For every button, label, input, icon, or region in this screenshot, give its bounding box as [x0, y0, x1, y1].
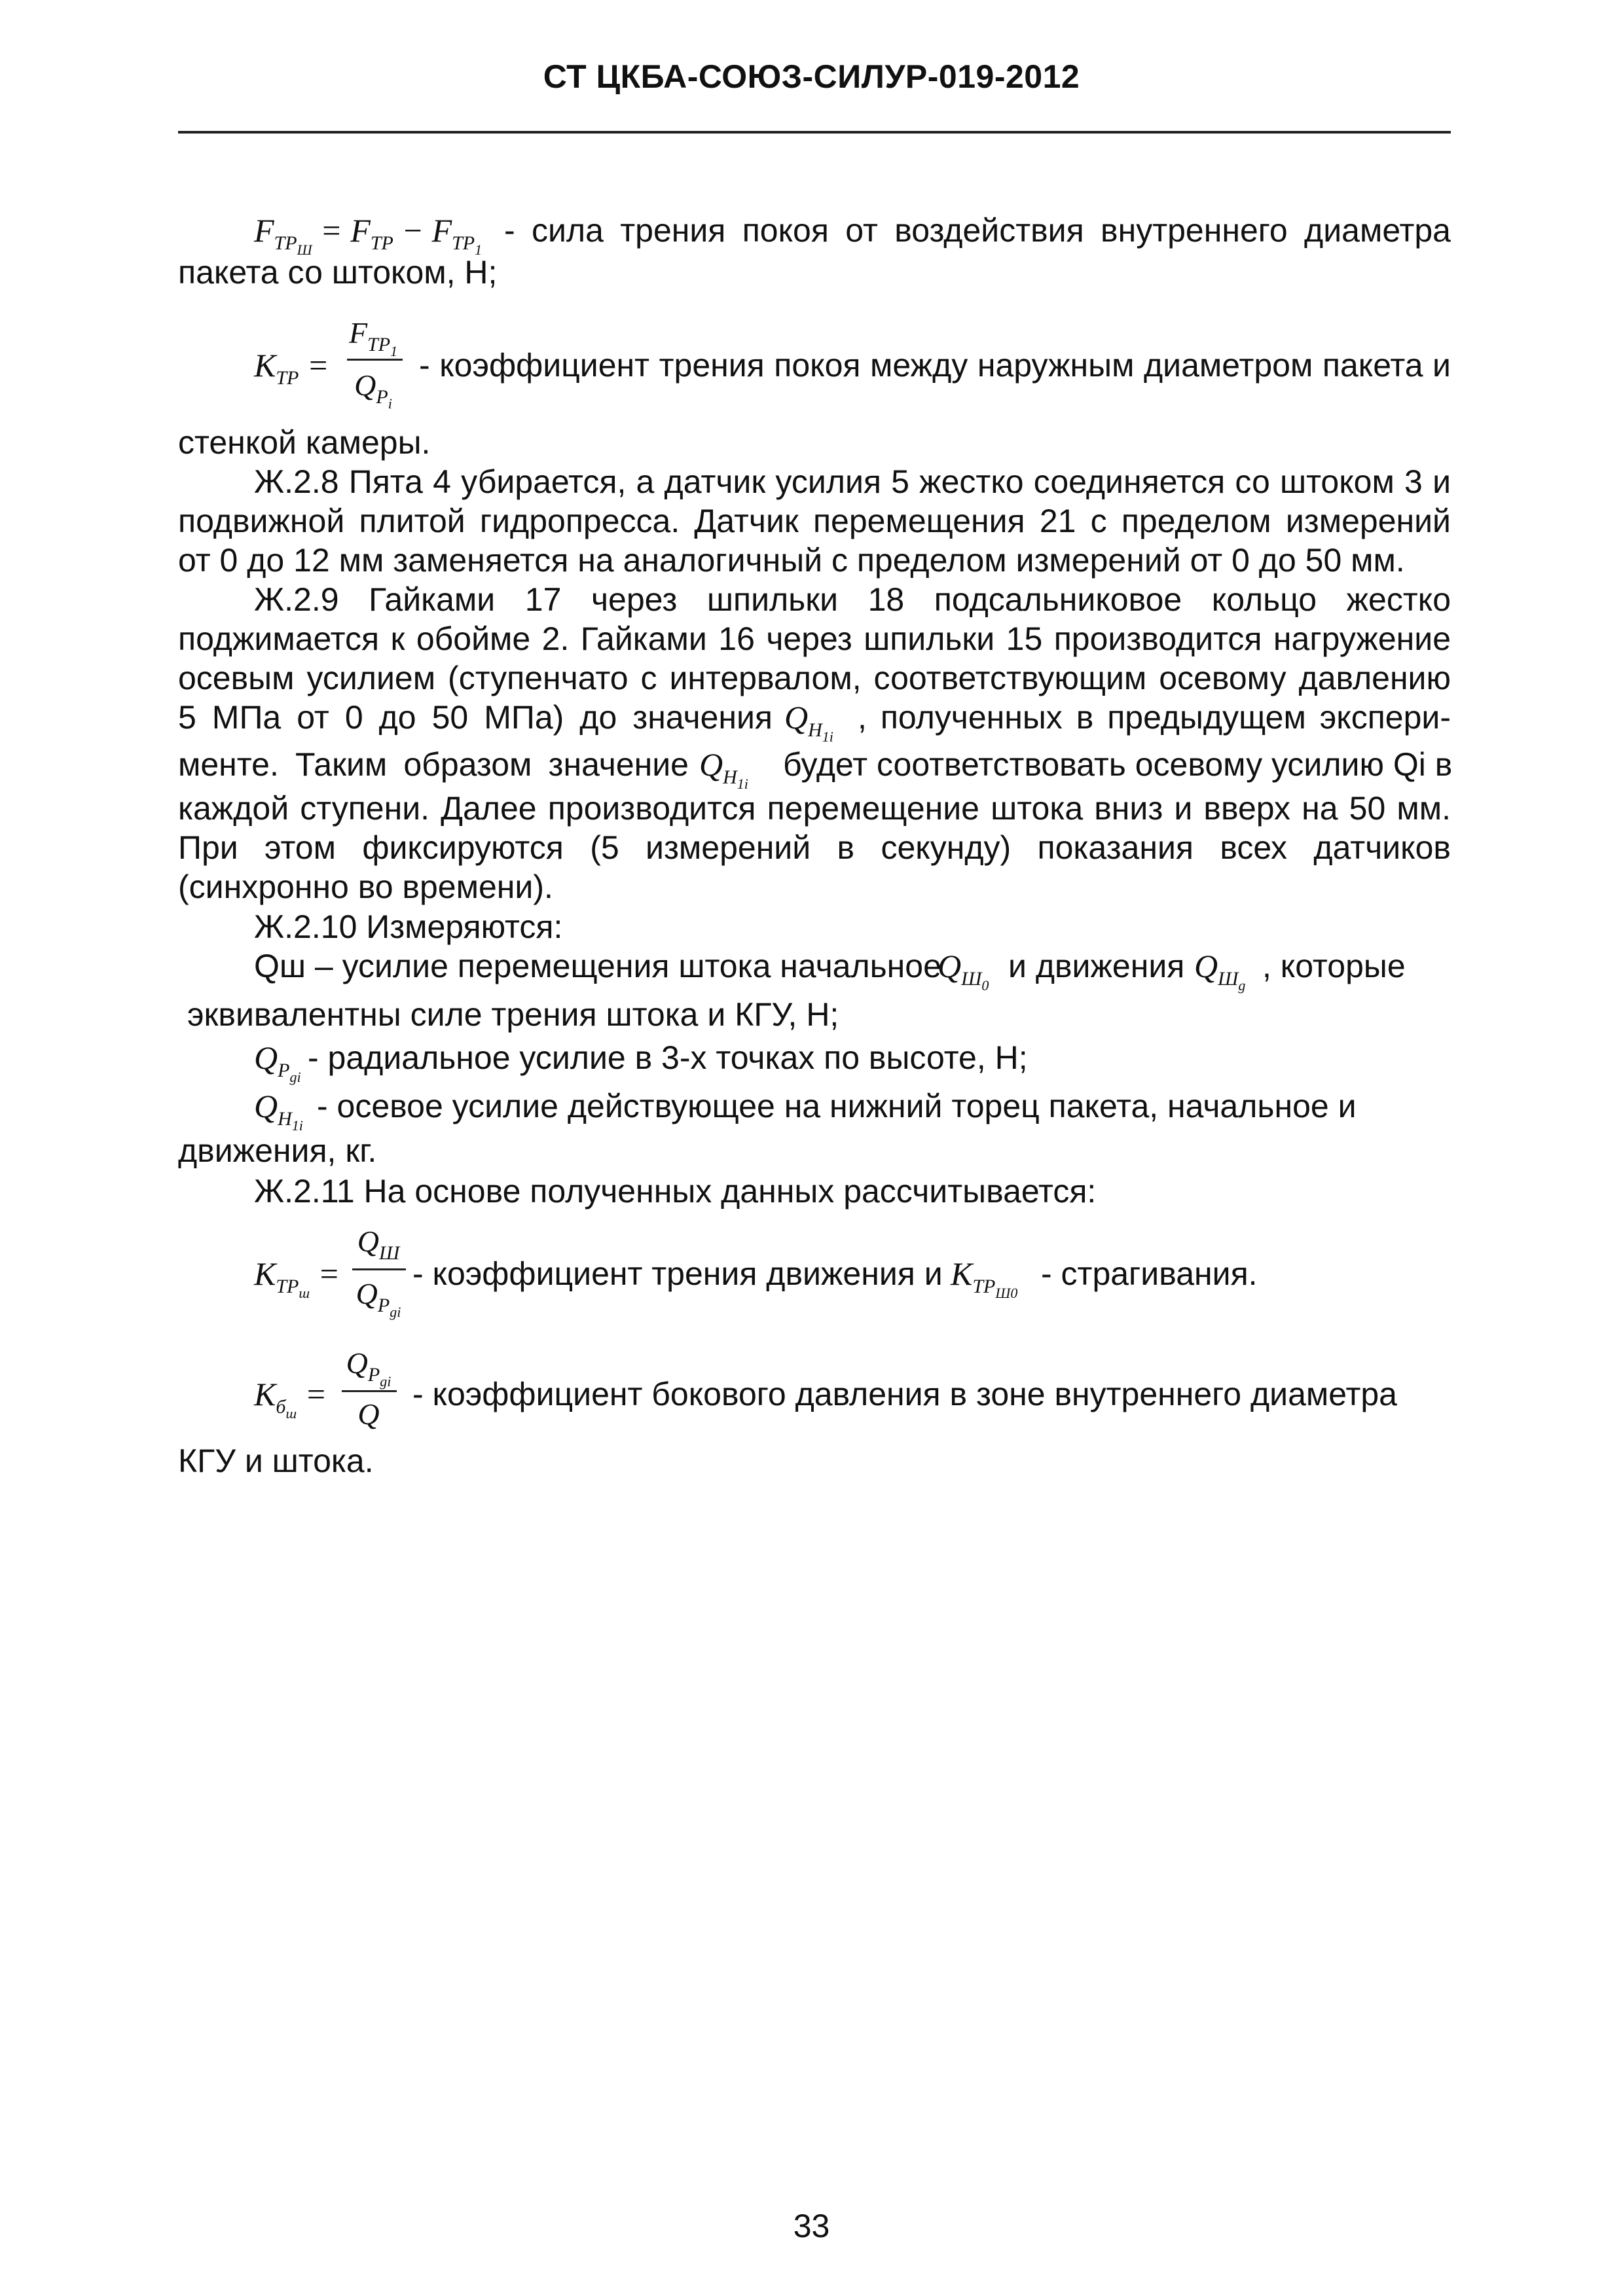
fraction-denominator: Q: [357, 1397, 380, 1431]
page-number: 33: [793, 2208, 830, 2244]
text-line: от 0 до 12 мм заменяется на аналогичный с пределом измерений от 0 до 50 мм.: [178, 542, 1405, 579]
text-line: 5 МПа от 0 до 50 МПа) до значения: [178, 699, 773, 736]
text-line: , полученных в предыдущем экспери-: [858, 699, 1451, 736]
text-line: каждой ступени. Далее производится перемещение штока вниз и вверх на 50 мм.: [178, 790, 1451, 827]
formula-q-h1i: $Q_{H_{1i}}$: [254, 1088, 303, 1134]
text-line: (синхронно во времени).: [178, 869, 553, 905]
formula-k-tp-sh0: $K_{TP_{Ш0}}$: [951, 1255, 1018, 1301]
fraction-numerator: $Q_{P_{gi}}$: [346, 1346, 392, 1390]
text-line: подвижной плитой гидропресса. Датчик перемещения 21 с пределом измерений: [178, 503, 1451, 539]
formula-k-b-sh: $K_{б_ш}$ =: [254, 1376, 327, 1422]
formula-q-h: $Q_{H_{1i}}$: [699, 746, 748, 792]
text-line: движения, кг.: [178, 1132, 377, 1169]
header-divider: [178, 131, 1451, 134]
fraction-denominator: $Q_{P_i}$: [354, 368, 392, 412]
text-line: стенкой камеры.: [178, 424, 431, 461]
formula-q-h: $Q_{H_{1i}}$: [784, 699, 833, 745]
fraction-bar: [342, 1390, 397, 1392]
text-line: поджимается к обойме 2. Гайками 16 через шпильки 15 производится нагружение: [178, 620, 1451, 657]
text-line: - сила трения покоя от воздействия внутреннего диаметра: [504, 212, 1451, 249]
fraction-numerator: $Q_Ш$: [357, 1225, 400, 1264]
fraction-numerator: $F_{TP_1}$: [348, 316, 398, 359]
text-line: пакета со штоком, Н;: [178, 254, 498, 291]
text-line: - коэффициент бокового давления в зоне внутреннего диаметра: [412, 1376, 1397, 1412]
text-line: , которые: [1262, 948, 1406, 984]
text-line: эквивалентны силе трения штока и КГУ, Н;: [187, 996, 839, 1033]
formula-k-tp: $K_{TP}$ =: [254, 347, 329, 389]
formula-q-pgi: $Q_{P_{gi}}$: [254, 1039, 301, 1085]
text-line: КГУ и штока.: [178, 1443, 374, 1479]
formula-q-sh-0: $Q_{Ш_0}$: [938, 948, 989, 994]
text-line: - радиальное усилие в 3-х точках по высоте, Н;: [308, 1039, 1028, 1076]
text-line: менте. Таким образом значение: [178, 746, 689, 783]
text-line: осевым усилием (ступенчато с интервалом, соответствующим осевому давлению: [178, 660, 1451, 696]
formula-k-tp-sh: $K_{TP_ш}$ =: [254, 1255, 340, 1301]
text-line: При этом фиксируются (5 измерений в секунду) показания всех датчиков: [178, 829, 1451, 866]
text-line: и движения: [1008, 948, 1185, 984]
text-line: - коэффициент трения покоя между наружным диаметром пакета и: [419, 347, 1451, 384]
fraction-bar: [352, 1268, 406, 1270]
paragraph-zh-2-11: Ж.2.11 На основе полученных данных рассчитывается:: [254, 1173, 1097, 1210]
text-line: - коэффициент трения движения и: [412, 1255, 943, 1292]
text-line: будет соответствовать осевому усилию Qi в: [783, 746, 1453, 783]
formula-q-sh-g: $Q_{Ш_g}$: [1194, 948, 1246, 994]
paragraph-zh-2-10: Ж.2.10 Измеряются:: [254, 908, 563, 945]
document-header: СТ ЦКБА-СОЮЗ-СИЛУР-019-2012: [543, 58, 1080, 95]
fraction-denominator: $Q_{P_{gi}}$: [356, 1277, 401, 1320]
text-line: - страгивания.: [1041, 1255, 1258, 1292]
formula-friction-rest-inner: $F_{TP_Ш} = F_{TP} - F_{TP_1}$: [254, 212, 483, 258]
text-line: Qш – усилие перемещения штока начальное: [254, 948, 941, 984]
paragraph-zh-2-8: Ж.2.8 Пята 4 убирается, а датчик усилия 5 жестко соединяется со штоком 3 и: [254, 463, 1451, 500]
paragraph-zh-2-9: Ж.2.9 Гайками 17 через шпильки 18 подсальниковое кольцо жестко: [254, 581, 1451, 618]
text-line: - осевое усилие действующее на нижний торец пакета, начальное и: [317, 1088, 1357, 1124]
fraction-bar: [347, 359, 403, 361]
